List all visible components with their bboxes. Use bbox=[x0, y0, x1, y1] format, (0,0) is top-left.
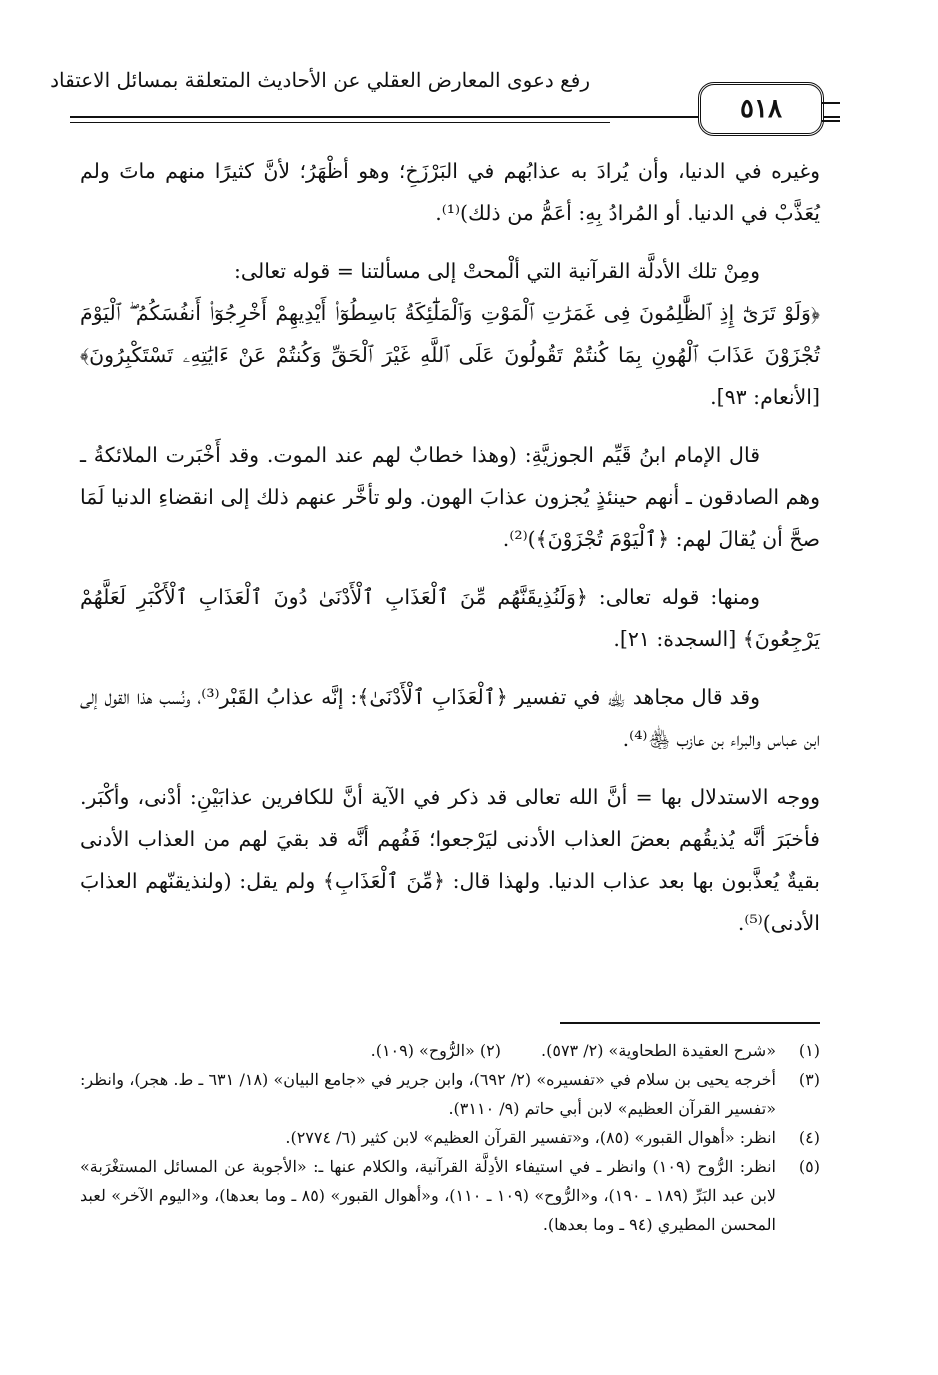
paragraph: وقد قال مجاهد ﵀ في تفسير ﴿ٱلْعَذَابِ ٱلْأَدْنَىٰ﴾: إنَّه عذابُ القَبْر⁽³⁾، ونُسب هذا القول إلى ابن عباس والبراء بن عازب ﵃⁽⁴⁾. bbox=[80, 685, 820, 751]
running-title: رفع دعوى المعارض العقلي عن الأحاديث المتعلقة بمسائل الاعتقاد bbox=[50, 68, 590, 92]
footnote-number: (١) bbox=[798, 1041, 820, 1060]
paragraph: وغيره في الدنيا، وأن يُرادَ به عذابُهم في البَرْزَخِ؛ وهو أظْهَرُ؛ لأنَّ كثيرًا منهم ماتَ ولم يُعَذَّبْ في الدنيا. أو المُرادُ بِهِ: أعَمُّ من ذلك)⁽¹⁾. bbox=[80, 159, 820, 225]
footnote-text: «الرُّوح» (١٠٩). bbox=[370, 1041, 475, 1060]
paragraph bbox=[80, 250, 820, 418]
quran-verse: ﴿وَلَوْ تَرَىٰٓ إِذِ ٱلظَّٰلِمُونَ فِى غَمَرَٰتِ ٱلْمَوْتِ وَٱلْمَلَٰٓئِكَةُ بَاسِطُوٓا۟ أَيْدِيهِمْ أَخْرِجُوٓا۟ أَنفُسَكُمُ ۖ ٱلْيَوْمَ تُجْزَوْنَ عَذَابَ ٱلْهُونِ بِمَا كُنتُمْ تَقُولُونَ عَلَى ٱللَّهِ غَيْرَ ٱلْحَقِّ وَكُنتُمْ عَنْ ءَايَٰتِهِۦ تَسْتَكْبِرُونَ﴾ [الأنعام: ٩٣]. bbox=[80, 301, 820, 409]
footnote-separator bbox=[560, 1022, 820, 1024]
body-text bbox=[80, 150, 820, 960]
footnote bbox=[80, 1123, 820, 1152]
paragraph: ومنها: قوله تعالى: ﴿وَلَنُذِيقَنَّهُم مِّنَ ٱلْعَذَابِ ٱلْأَدْنَىٰ دُونَ ٱلْعَذَابِ ٱلْأَكْبَرِ لَعَلَّهُمْ يَرْجِعُونَ﴾ [السجدة: ٢١]. bbox=[80, 585, 820, 651]
paragraph: ووجه الاستدلال بها = أنَّ الله تعالى قد ذكر في الآية أنَّ للكافرين عذابَيْنِ: أدْنى، وأكْبَر. فأخبَرَ أنَّه يُذيقُهم بعضَ العذاب الأدنى ليَرْجعوا؛ فَفُهم أنَّه قد بقيَ لهم من العذاب الأدنى بقيةٌ يُعذَّبون بها بعد عذاب الدنيا. ولهذا قال: ﴿مِّنَ ٱلْعَذَابِ﴾ ولم يقل: (ولنذيقنّهم العذابَ الأدنى)⁽⁵⁾. bbox=[80, 785, 820, 935]
footnote bbox=[80, 1152, 820, 1239]
page-header bbox=[50, 62, 840, 142]
footnote-text: أخرجه يحيى بن سلام في «تفسيره» (٢/ ٦٩٢)، وابن جرير في «جامع البيان» (١٨/ ٦٣١ ـ ط. هجر)، وانظر: «تفسير القرآن العظيم» لابن أبي حاتم (٩/ ٣١١٠). bbox=[80, 1070, 776, 1118]
footnote-text: انظر: «أهوال القبور» (٨٥)، و«تفسير القرآن العظيم» لابن كثير (٦/ ٢٧٧٤). bbox=[285, 1128, 776, 1147]
paragraph: قال الإمام ابنُ قَيِّم الجوزيَّةِ: (وهذا خطابٌ لهم عند الموت. وقد أَخْبَرت الملائكةُ ـ وهم الصادقون ـ أنهم حينئذٍ يُجزون عذابَ الهون. ولو تأخَّر عنهم ذلك إلى انقضاءِ الدنيا لَمَا صحَّ أن يُقالَ لهم: ﴿ٱلْيَوْمَ تُجْزَوْنَ﴾)⁽²⁾. bbox=[80, 443, 820, 551]
footnote-number: (٢) bbox=[479, 1041, 502, 1060]
page-number: ٥١٨ bbox=[698, 82, 824, 136]
footnote-number: (٤) bbox=[798, 1128, 820, 1147]
footnotes bbox=[80, 1036, 820, 1239]
footnote bbox=[80, 1065, 820, 1123]
footnote-text: «شرح العقيدة الطحاوية» (٢/ ٥٧٣). bbox=[541, 1041, 776, 1060]
footnote-number: (٥) bbox=[798, 1157, 820, 1176]
header-ornament bbox=[822, 102, 840, 122]
paragraph-intro: ومِنْ تلك الأدلَّة القرآنية التي ألْمحتْ إلى مسألتنا = قوله تعالى: bbox=[233, 259, 760, 283]
footnote bbox=[80, 1036, 820, 1065]
header-rule-thin bbox=[70, 122, 610, 123]
footnote-text: انظر: الرُّوح (١٠٩) وانظر ـ في استيفاء الأدِلَّة القرآنية، والكلام عنها ـ: «الأجوبة عن المسائل المستغْرَبة» لابن عبد البَرِّ (١٨٩ ـ ١٩٠)، و«الرُّوح» (١٠٩ ـ ١١٠)، و«أهوال القبور» (٨٥ ـ وما بعدها)، و«اليوم الآخر» لعبد المحسن المطيري (٩٤ ـ وما بعدها). bbox=[80, 1157, 777, 1234]
footnote-number: (٣) bbox=[798, 1070, 820, 1089]
